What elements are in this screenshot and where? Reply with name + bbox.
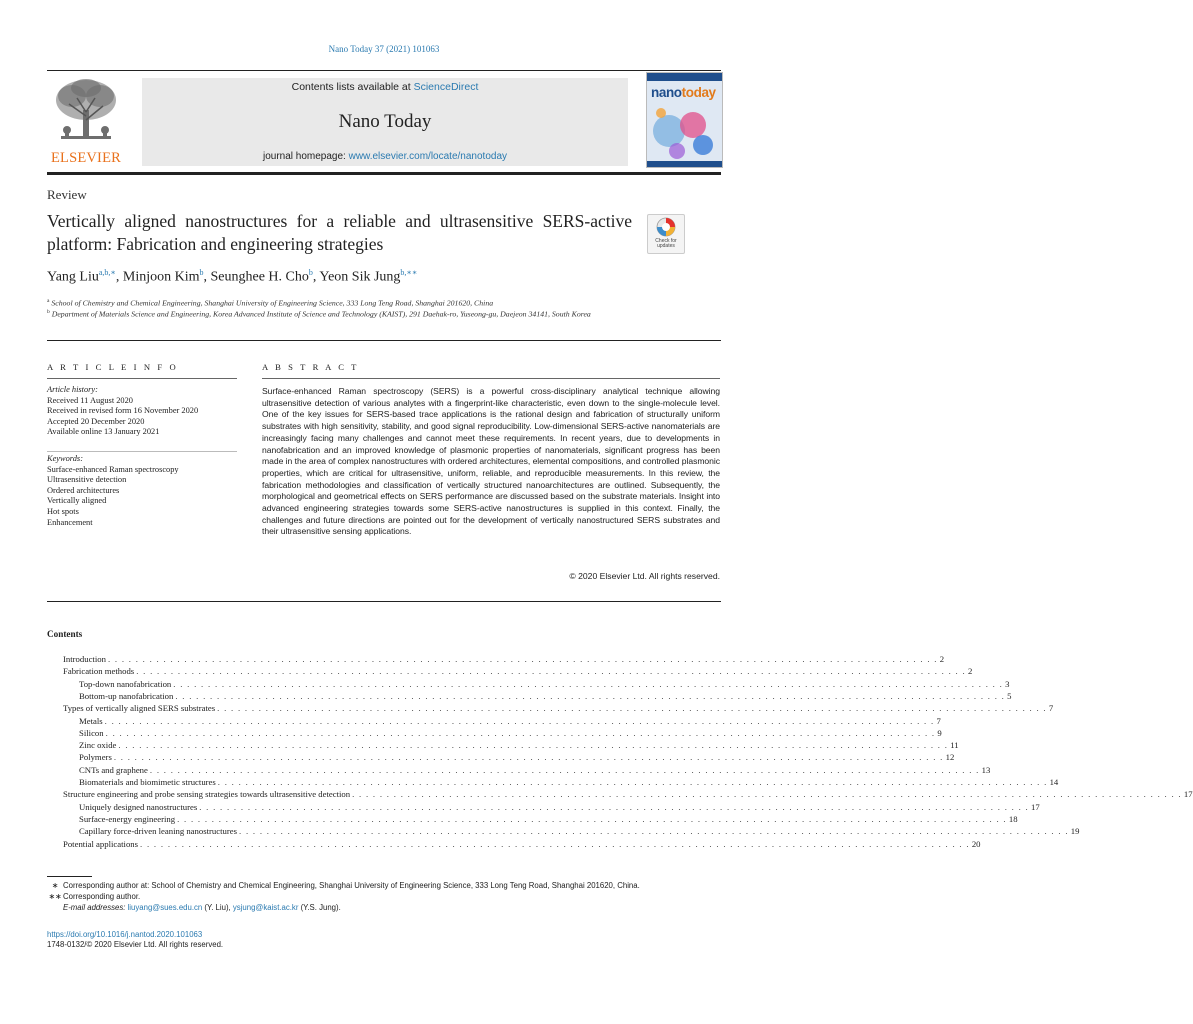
doi-link[interactable]: https://doi.org/10.1016/j.nantod.2020.101063 (47, 930, 203, 939)
keyword: Surface-enhanced Raman spectroscopy (47, 464, 179, 474)
author-name[interactable]: Yang Liu (47, 269, 99, 285)
keyword: Ultrasensitive detection (47, 475, 127, 485)
cover-title-today: today (681, 85, 716, 100)
elsevier-logo (47, 76, 125, 166)
article-info-heading: A R T I C L E I N F O (47, 362, 179, 372)
toc-entry-page: 17 (1031, 801, 1040, 812)
toc-leader-dots: . . . . . . . . . . . . . . . . . . . . . . . . . . . . . . . . . . . . . . . . . . . . . . . . . . . . . . . . . . . . . . . . . . . . . . . . . . . . . . . . . . . . . . . . . . . . . . . . . . . . . . . . . . . . . . . . . . . . . . . . (199, 801, 1029, 812)
keywords (47, 454, 237, 528)
toc-entry-page: 2 (967, 666, 973, 677)
toc-leader-dots: . . . . . . . . . . . . . . . . . . . . . . . . . . . . . . . . . . . . . . . . . . . . . . . . . . . . . . . . . . . . . . . . . . . . . . . . . . . . . . . . . . . . . . . . . . . . . . . . . . . . . . . . . . . . . . . . . . . . . . . . (217, 777, 1048, 787)
toc-entry-label: Fabrication methods (63, 666, 135, 677)
toc-entry-label: Surface-energy engineering (79, 813, 176, 824)
toc-entry[interactable] (79, 777, 1059, 789)
toc-entry[interactable] (63, 838, 981, 851)
issn-copyright: 1748-0132/© 2020 Elsevier Ltd. All rights reserved. (47, 940, 224, 949)
toc-leader-dots: . . . . . . . . . . . . . . . . . . . . . . . . . . . . . . . . . . . . . . . . . . . . . . . . . . . . . . . . . . . . . . . . . . . . . . . . . . . . . . . . . . . . . . . . . . . . . . . . . . . . . . . . . . . . . . . . . . . . . . . . (173, 678, 1004, 689)
toc-entry-label: Structure engineering and probe sensing strategies towards ultrasensitive detection (63, 789, 351, 800)
toc-entry-page: 19 (1070, 826, 1080, 837)
toc-entry-page: 12 (945, 752, 955, 763)
toc-entry[interactable] (79, 715, 941, 728)
journal-homepage (142, 151, 628, 162)
toc-entry[interactable] (79, 740, 959, 752)
elsevier-wordmark: ELSEVIER (50, 150, 122, 166)
affiliation-text: School of Chemistry and Chemical Engineering, Shanghai University of Engineering Science, 333 Long Teng Road, Shanghai 201620, China (51, 298, 494, 308)
toc-entry-label: Zinc oxide (79, 740, 117, 751)
toc-entry-label: Uniquely designed nanostructures (79, 801, 198, 812)
author-list: Yang Liu$^{a,b,∗}$, Minjoon Kim$^b$, Seunghee H. Cho$^b$, Yeon Sik Jung$^{b,∗∗}$ (47, 268, 418, 285)
affiliation (47, 307, 637, 320)
keywords-label: Keywords: (47, 454, 83, 463)
article-history (47, 385, 237, 438)
toc-entry-label: Potential applications (63, 838, 139, 849)
abstract-rule (262, 378, 720, 379)
article-type: Review (47, 187, 87, 202)
toc-leader-dots: . . . . . . . . . . . . . . . . . . . . . . . . . . . . . . . . . . . . . . . . . . . . . . . . . . . . . . . . . . . . . . . . . . . . . . . . . . . . . . . . . . . . . . . . . . . . . . . . . . . . . . . . . . . . . . . . . . . . . . . . (113, 752, 944, 763)
toc-leader-dots: . . . . . . . . . . . . . . . . . . . . . . . . . . . . . . . . . . . . . . . . . . . . . . . . . . . . . . . . . . . . . . . . . . . . . . . . . . . . . . . . . . . . . . . . . . . . . . . . . . . . . . . . . . . . . . . . . . . . . . . . (118, 740, 949, 751)
toc-entry-page: 20 (971, 838, 981, 849)
author-affiliation-mark[interactable]: b (308, 268, 313, 277)
abstract-heading: A B S T R A C T (262, 362, 360, 372)
header-top-rule (47, 70, 721, 71)
toc-entry[interactable] (79, 752, 955, 764)
footnote-mark: ∗ (51, 881, 59, 890)
toc-entry[interactable] (63, 789, 1193, 801)
author-affiliation-mark[interactable]: a,b,∗ (98, 268, 116, 277)
journal-cover-image[interactable] (646, 72, 723, 168)
toc-leader-dots: . . . . . . . . . . . . . . . . . . . . . . . . . . . . . . . . . . . . . . . . . . . . . . . . . . . . . . . . . . . . . . . . . . . . . . . . . . . . . . . . . . . . . . . . . . . . . . . . . . . . . . . . . . . . . . . . . . . . . . . . (136, 666, 966, 677)
keyword: Vertically aligned (47, 496, 107, 506)
toc-leader-dots: . . . . . . . . . . . . . . . . . . . . . . . . . . . . . . . . . . . . . . . . . . . . . . . . . . . . . . . . . . . . . . . . . . . . . . . . . . . . . . . . . . . . . . . . . . . . . . . . . . . . . . . . . . . . . . . . . . . . . . . . (175, 690, 1006, 701)
toc-entry-page: 17 (1183, 789, 1193, 800)
author-affiliation-mark[interactable]: b,∗∗ (400, 268, 418, 277)
history-online: Available online 13 January 2021 (47, 427, 160, 437)
email-owner: (Y. Liu), (202, 903, 233, 912)
author-affiliation-mark[interactable]: b (199, 268, 204, 277)
cover-art-icon (647, 73, 722, 167)
email-label: E-mail addresses: (63, 903, 128, 912)
toc-entry-label: Types of vertically aligned SERS substrates (63, 703, 216, 714)
header-bottom-rule (47, 172, 721, 175)
toc-entry[interactable] (79, 727, 942, 740)
toc-entry-label: Bottom-up nanofabrication (79, 690, 174, 701)
email-link-liu[interactable]: liuyang@sues.edu.cn (127, 903, 203, 912)
elsevier-tree-icon (47, 76, 125, 148)
affiliation-text: Department of Materials Science and Engineering, Korea Advanced Institute of Science and Technology (KAIST), 291 Daehak-ro, Yuseong-gu, Daejeon 34141, South Korea (51, 309, 591, 319)
toc-entry[interactable] (79, 764, 991, 777)
toc-entry-page: 5 (1007, 690, 1012, 701)
section-divider (47, 340, 721, 341)
toc-entry-page: 3 (1005, 678, 1010, 689)
email-owner: (Y.S. Jung). (298, 903, 341, 912)
toc-entry[interactable] (63, 654, 945, 666)
check-for-updates-badge[interactable] (647, 214, 685, 254)
footnote-corresponding-1 (47, 881, 640, 890)
toc-entry-page: 14 (1049, 777, 1059, 787)
author-name[interactable]: Minjoon Kim (122, 269, 200, 285)
author-name[interactable]: Yeon Sik Jung (319, 269, 401, 285)
toc-leader-dots: . . . . . . . . . . . . . . . . . . . . . . . . . . . . . . . . . . . . . . . . . . . . . . . . . . . . . . . . . . . . . . . . . . . . . . . . . . . . . . . . . . . . . . . . . . . . . . . . . . . . . . . . . . . . . . . . . . . . . . . . (352, 789, 1182, 800)
contents-heading: Contents (47, 629, 83, 639)
abstract-copyright: © 2020 Elsevier Ltd. All rights reserved. (569, 571, 720, 581)
toc-entry[interactable] (79, 813, 1018, 826)
contents-availability (142, 81, 628, 93)
footnote-emails (47, 903, 341, 912)
footnote-text: Corresponding author. (63, 892, 141, 901)
footnote-corresponding-2 (47, 892, 140, 901)
footnote-text: Corresponding author at: School of Chemistry and Chemical Engineering, Shanghai University of Engineering Science, 333 Long Teng Road, Shanghai 201620, China. (63, 881, 640, 890)
toc-leader-dots: . . . . . . . . . . . . . . . . . . . . . . . . . . . . . . . . . . . . . . . . . . . . . . . . . . . . . . . . . . . . . . . . . . . . . . . . . . . . . . . . . . . . . . . . . . . . . . . . . . . . . . . . . . . . . . . . . . . . . . . . (239, 826, 1069, 837)
keyword: Hot spots (47, 506, 79, 516)
toc-leader-dots: . . . . . . . . . . . . . . . . . . . . . . . . . . . . . . . . . . . . . . . . . . . . . . . . . . . . . . . . . . . . . . . . . . . . . . . . . . . . . . . . . . . . . . . . . . . . . . . . . . . . . . . . . . . . . . . . . . . . . . . . (140, 838, 970, 849)
toc-entry-label: Capillary force-driven leaning nanostructures (79, 826, 238, 837)
author-name[interactable]: Seunghee H. Cho (210, 269, 309, 285)
toc-entry-label: Metals (79, 715, 103, 726)
homepage-prefix: journal homepage: (262, 151, 349, 162)
homepage-link[interactable]: www.elsevier.com/locate/nanotoday (348, 151, 508, 162)
toc-entry[interactable] (63, 703, 1054, 715)
toc-entry-label: Silicon (79, 727, 104, 738)
toc-entry-page: 2 (939, 654, 945, 664)
toc-entry[interactable] (79, 690, 1012, 703)
toc-entry-page: 7 (936, 715, 941, 726)
journal-citation[interactable]: Nano Today 37 (2021) 101063 (328, 44, 440, 54)
abstract-bottom-rule (47, 601, 721, 602)
toc-entry-page: 7 (1048, 703, 1054, 714)
cover-title-nano: nano (651, 85, 682, 100)
sciencedirect-link[interactable]: ScienceDirect (413, 81, 479, 93)
toc-leader-dots: . . . . . . . . . . . . . . . . . . . . . . . . . . . . . . . . . . . . . . . . . . . . . . . . . . . . . . . . . . . . . . . . . . . . . . . . . . . . . . . . . . . . . . . . . . . . . . . . . . . . . . . . . . . . . . . . . . . . . . . . (177, 813, 1007, 824)
check-updates-icon (648, 215, 684, 239)
toc-entry-label: Polymers (79, 752, 112, 763)
affiliation-mark: b (47, 309, 50, 315)
toc-entry[interactable] (79, 678, 1010, 691)
toc-entry-page: 9 (937, 727, 942, 738)
footnote-rule (47, 876, 92, 877)
check-updates-label: Check for updates (655, 238, 677, 249)
toc-leader-dots: . . . . . . . . . . . . . . . . . . . . . . . . . . . . . . . . . . . . . . . . . . . . . . . . . . . . . . . . . . . . . . . . . . . . . . . . . . . . . . . . . . . . . . . . . . . . . . . . . . . . . . . . . . . . . . . . . . . . . . . . (105, 727, 936, 738)
toc-entry-label: CNTs and graphene (79, 764, 148, 775)
history-received: Received 11 August 2020 (47, 395, 133, 405)
affiliation-mark: a (47, 298, 50, 304)
abstract-text: Surface-enhanced Raman spectroscopy (SERS) is a powerful cross-disciplinary analytical technique allowing ultrasensitive detection of various analytes with a fingerprint-like characteristic, even down to the single-molecule level. One of the key issues for SERS-based trace applications is the rational design and fabrication of structurally uniform substrates with high sensitivity, stability, and good signal reproducibility. Low-dimensional SERS-active nanomaterials are increasingly facing many challenges and cannot meet these requirements. In recent years, due to developments in nanofabrication and an improved knowledge of plasmonic properties of nanomaterials, significant progress has been made in the area of complex nanostructures with ordered architectures, elemental compositions, and controlled plasmonic properties, which are critical for ultrasensitive, uniform, reliable, and reproducible measurements. In this review, the fabrication methodologies and classification of vertically structured nanoarchitectures are outlined. Subsequently, the morphological and geometrical effects on SERS performance are discussed based on the substrate materials. Insight into advanced engineering strategies towards some SERS-active nanostructures is supplied in this context. Finally, the challenges and future directions are pointed out for the development of vertically nanostructured SERS substrates and their ultrasensitive sensing applications. (262, 386, 720, 537)
history-revised: Received in revised form 16 November 2020 (47, 406, 199, 416)
article-info-rule (47, 378, 237, 379)
article-title: Vertically aligned nanostructures for a reliable and ultrasensitive SERS-active platform: Fabrication and engineering strategies (47, 211, 632, 254)
keyword: Enhancement (47, 517, 93, 527)
toc-entry-label: Biomaterials and biomimetic structures (79, 777, 216, 787)
toc-entry[interactable] (79, 826, 1080, 838)
email-link-jung[interactable]: ysjung@kaist.ac.kr (232, 903, 299, 912)
toc-leader-dots: . . . . . . . . . . . . . . . . . . . . . . . . . . . . . . . . . . . . . . . . . . . . . . . . . . . . . . . . . . . . . . . . . . . . . . . . . . . . . . . . . . . . . . . . . . . . . . . . . . . . . . . . . . . . . . . . . . . . . . . . (107, 654, 938, 664)
toc-entry-page: 11 (950, 740, 959, 751)
footnote-mark: ∗∗ (48, 892, 62, 901)
history-accepted: Accepted 20 December 2020 (47, 416, 145, 426)
toc-leader-dots: . . . . . . . . . . . . . . . . . . . . . . . . . . . . . . . . . . . . . . . . . . . . . . . . . . . . . . . . . . . . . . . . . . . . . . . . . . . . . . . . . . . . . . . . . . . . . . . . . . . . . . . . . . . . . . . . . . . . . . . . (217, 703, 1047, 714)
toc-entry[interactable] (79, 801, 1040, 814)
history-label: Article history: (47, 385, 98, 394)
toc-entry-label: Top-down nanofabrication (79, 678, 172, 689)
toc-entry-label: Introduction (63, 654, 106, 664)
info-divider (47, 451, 237, 452)
toc-leader-dots: . . . . . . . . . . . . . . . . . . . . . . . . . . . . . . . . . . . . . . . . . . . . . . . . . . . . . . . . . . . . . . . . . . . . . . . . . . . . . . . . . . . . . . . . . . . . . . . . . . . . . . . . . . . . . . . . . . . . . . . . (104, 715, 935, 726)
toc-leader-dots: . . . . . . . . . . . . . . . . . . . . . . . . . . . . . . . . . . . . . . . . . . . . . . . . . . . . . . . . . . . . . . . . . . . . . . . . . . . . . . . . . . . . . . . . . . . . . . . . . . . . . . . . . . . . . . . . . . . . . . . . (149, 764, 980, 775)
journal-banner (142, 78, 628, 166)
journal-name: Nano Today (338, 111, 432, 132)
toc-entry[interactable] (63, 666, 973, 678)
toc-entry-page: 18 (1008, 813, 1018, 824)
contents-prefix: Contents lists available at (291, 81, 414, 93)
toc-entry-page: 13 (981, 764, 991, 775)
keyword: Ordered architectures (47, 485, 120, 495)
